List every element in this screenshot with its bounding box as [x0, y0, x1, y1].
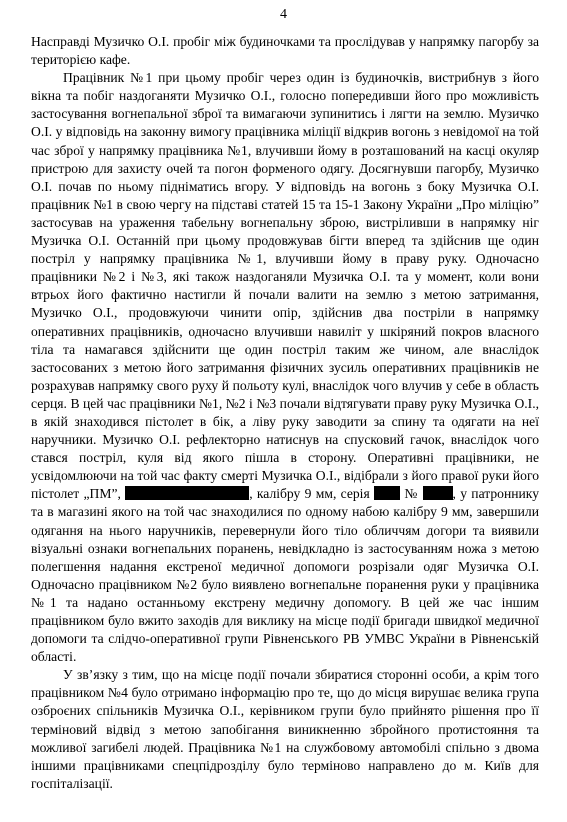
redacted-serial-block [125, 486, 249, 500]
paragraph [31, 69, 539, 666]
paragraph-text: Працівник №1 при цьому пробіг через один із будиночків, вистрибнув з його вікна та побіг наздоганяти Музичко О.І., голосно попередивши його про можливість застосування вогнепальної зброї та вимагаючи зупинитись і лягти на землю. Музичко О.І. у відповідь на законну вимогу працівника міліції відкрив вогонь з невідомої на той час зброї у напрямку працівника №1, влучивши йому в розташований на касці окуляр пристрою для захисту очей та погон форменого одягу. Досягнувши пагорбу, Музичко О.І. почав по ньому підніматись вгору. У відповідь на вогонь з боку Музичка О.І. працівник №1 в свою чергу на підставі статей 15 та 15-1 Закону України „Про міліцію” застосував на ураження табельну вогнепальну зброю, вистріливши в напрямку ніг Музичка О.І. Останній при цьому продовжував бігти вперед та здійснив ще один постріл у напрямку працівника №1, влучивши йому в праву руку. Одночасно працівники №2 і №3, які також наздоганяли Музичка О.І. та у момент, коли вони втрьох його фактично настигли й почали валити на землю з метою затримання, Музичко О.І., продовжуючи чинити опір, здійснив два постріли в напрямку оперативних працівників, одночасно влучивши навиліт у шкіряний покров власного тіла та намагався здійснити ще один постріл таким же чином, але внаслідок застосованих з метою його затримання фізичних зусиль оперативних працівників не розрахував напрямку свого руху й польоту кулі, внаслідок чого влучив у себе в область серця. В цей час працівники №1, №2 і №3 почали відтягувати праву руку Музичка О.І., в якій знаходився пістолет в бік, а ліву руку заводити за спину та одягати на неї наручники. Музичко О.І. рефлекторно натиснув на спусковий гачок, внаслідок чого стався постріл, куля від якого пішла в сторону. Оперативні працівники, не усвідомлюючи на той час факту смерті Музичка О.І., відібрали з його правої руки його пістолет „ПМ”, [31, 70, 539, 502]
page-number: 4 [280, 7, 287, 22]
paragraph-text: У зв’язку з тим, що на місце події почали збиратися сторонні особи, а крім того працівником №4 було отримано інформацію про те, що до місця вирушає велика група озброєних спільників Музичка О.І., керівником групи було прийнято рішення про її терміновий відвід з метою запобігання виникненню збройного протистояння та можливої загибелі людей. Працівника №1 на службовому автомобілі спільно з двома іншими працівниками спецпідрозділу було терміново направлено до м. Київ для госпіталізації. [31, 667, 539, 791]
paragraph-text: Насправді Музичко О.І. пробіг між будиночками та прослідував у напрямку пагорбу за територією кафе. [31, 34, 539, 68]
redacted-series-block [374, 486, 400, 500]
paragraph [31, 33, 539, 69]
redacted-number-block [423, 486, 453, 500]
paragraph-text: , калібру 9 мм, серія [249, 486, 375, 502]
paragraph [31, 666, 539, 793]
paragraph-text: , у патроннику та в магазині якого на той час знаходилися по одному набою калібру 9 мм, завершили одягання на нього наручників, перевернули його тіло обличчям догори та виявили візуальні ознаки вогнепальних поранень, невідкладно із застосуванням ножа з метою полегшення надання екстреної медичної допомоги розрізали одяг Музичка О.І. Одночасно працівником №2 було виявлено вогнепальне поранення руки у працівника №1 та надано останньому екстрену медичну допомогу. В цей же час іншим працівником було вжито заходів для виклику на місце події бригади швидкої медичної допомоги та слідчо-оперативної групи Рівненського РВ УМВС України в Рівненській області. [31, 486, 539, 665]
document-body [31, 33, 539, 793]
paragraph-text: № [400, 486, 423, 502]
